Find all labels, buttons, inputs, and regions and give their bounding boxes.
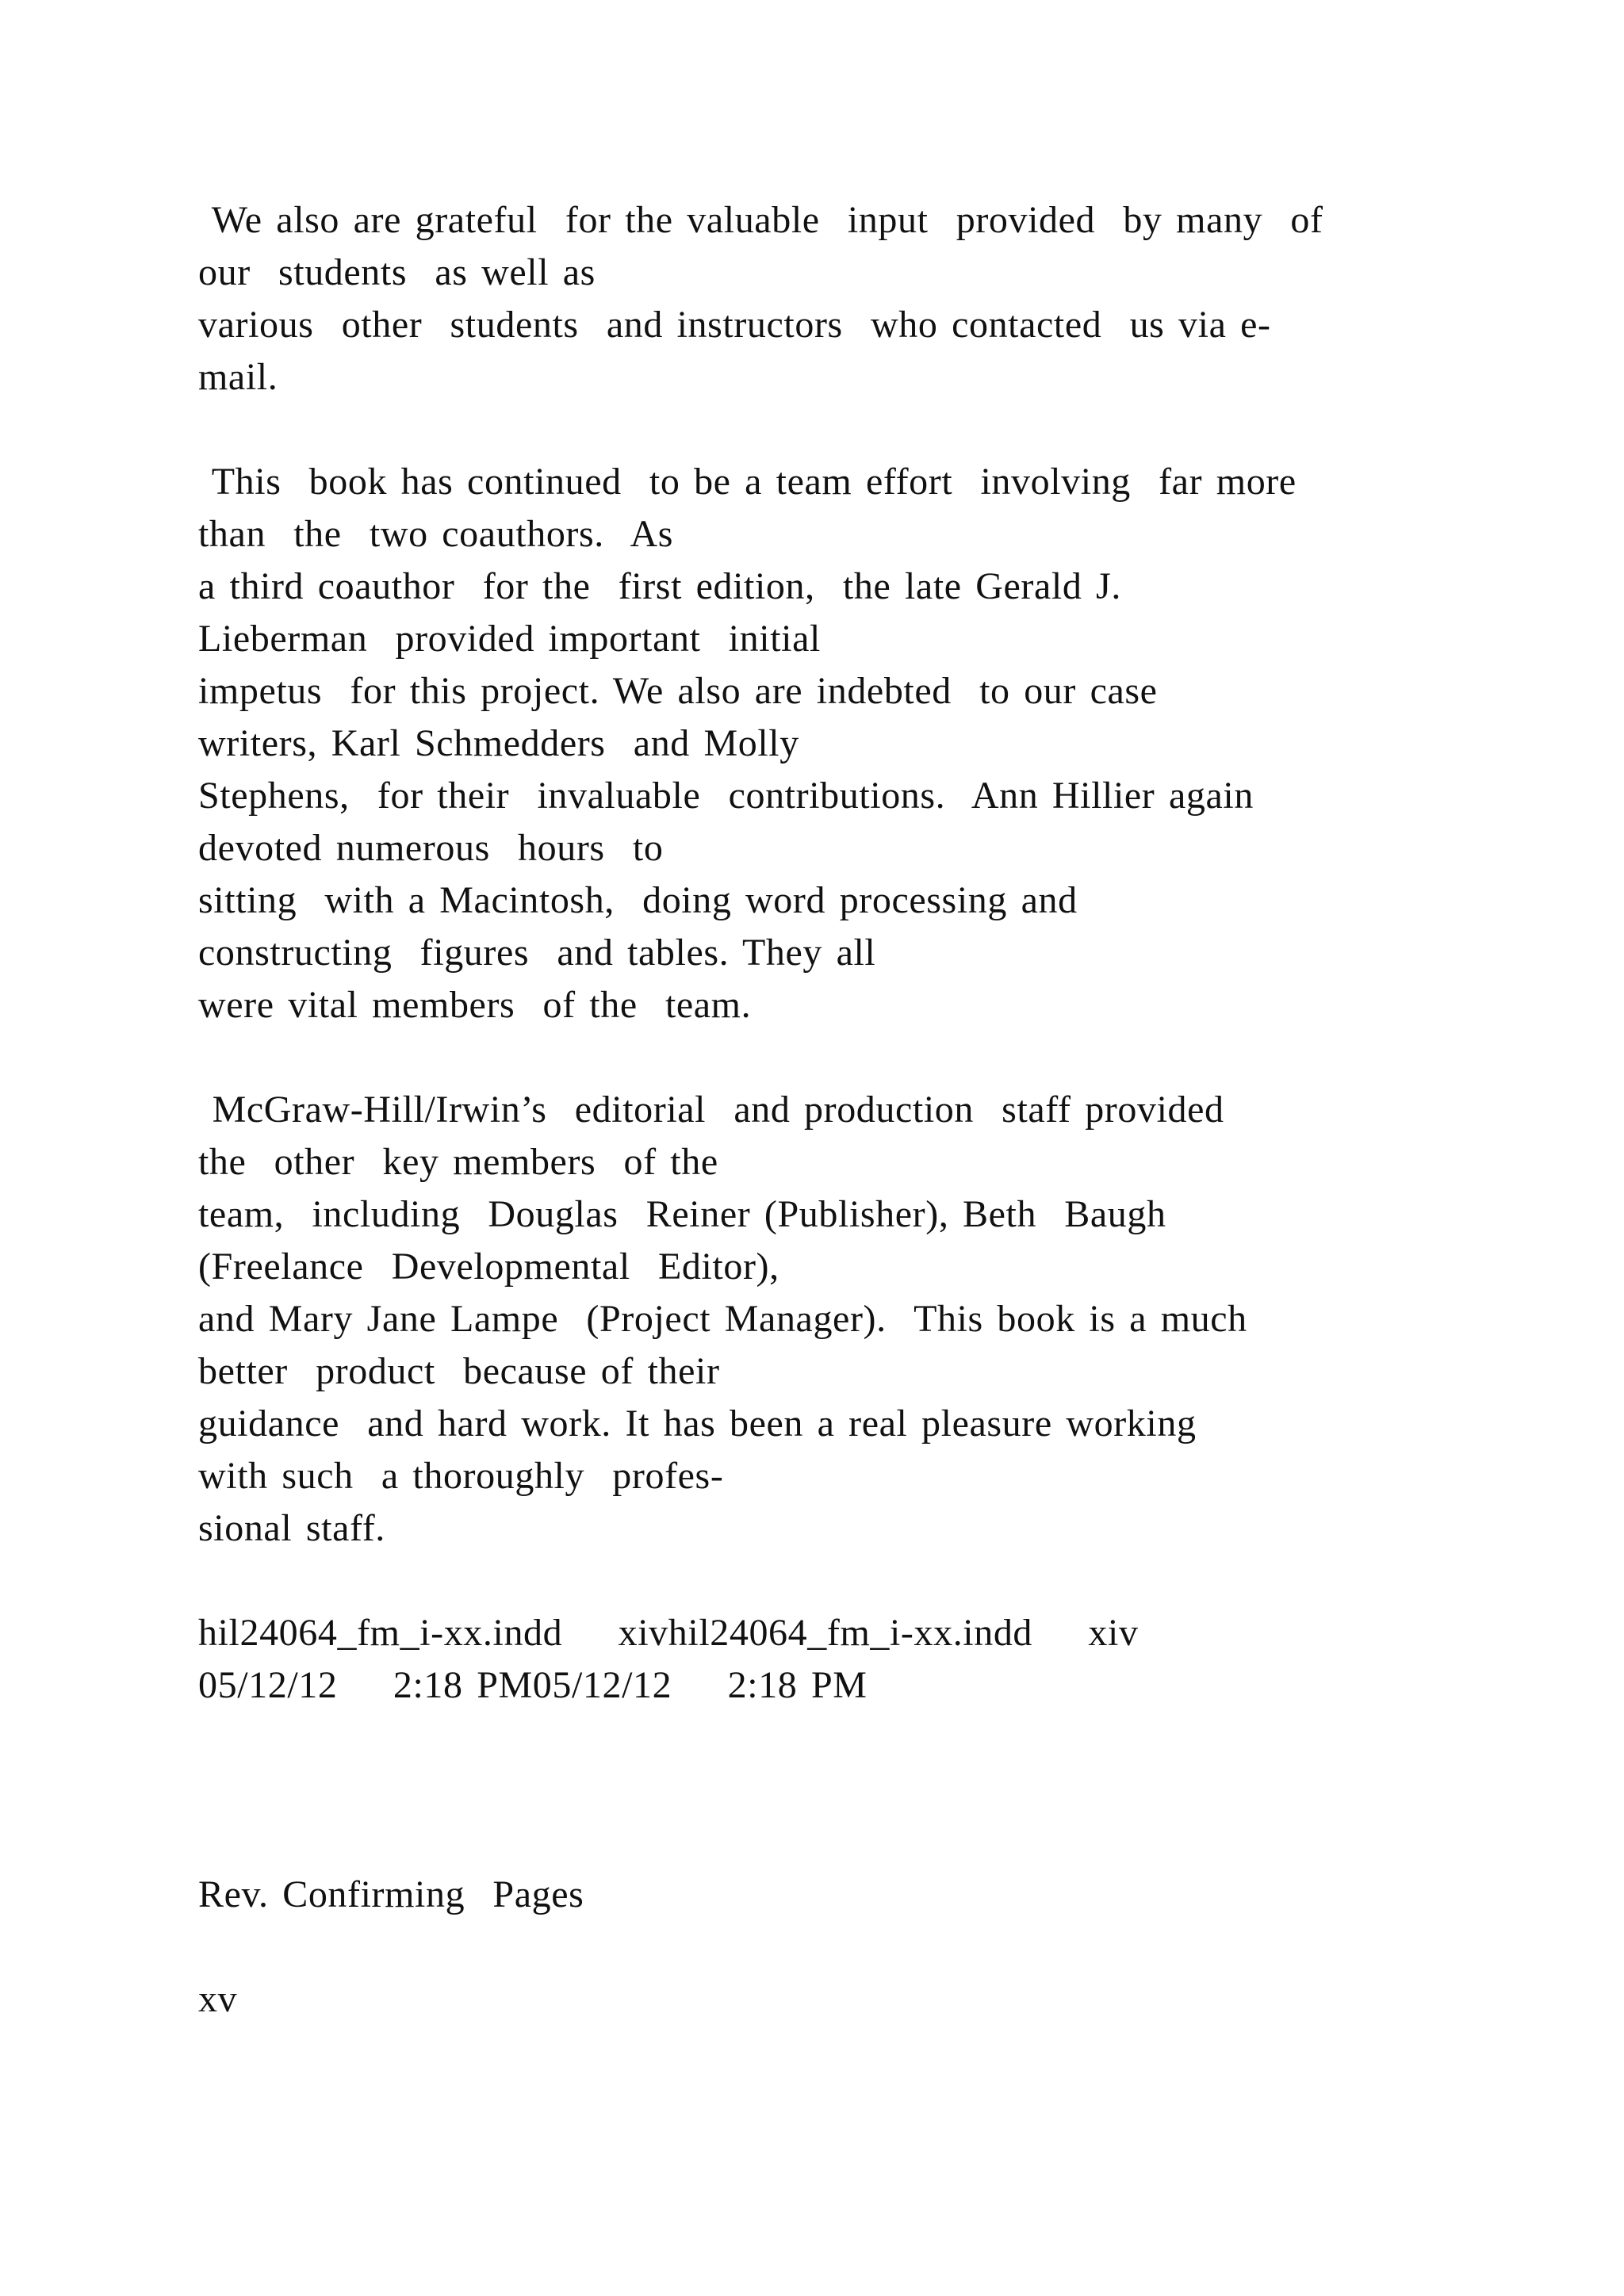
paragraph-3-line-9: sional staff. bbox=[198, 1507, 385, 1549]
paragraph-2-line-3: a third coauthor for the first edition, the late Gerald J. bbox=[198, 565, 1121, 607]
page-number: xv bbox=[198, 1978, 238, 2020]
paragraph-2-line-2: than the two coauthors. As bbox=[198, 513, 673, 555]
paragraph-2-line-10: constructing figures and tables. They all bbox=[198, 932, 876, 974]
paragraph-2-line-5: impetus for this project. We also are indebted to our case bbox=[198, 670, 1158, 712]
paragraph-2-line-4: Lieberman provided important initial bbox=[198, 618, 821, 660]
paragraph-3-line-4: (Freelance Developmental Editor), bbox=[198, 1246, 779, 1288]
paragraph-1-line-1: We also are grateful for the valuable input provided by many of bbox=[198, 199, 1323, 241]
paragraph-3-line-8: with such a thoroughly profes- bbox=[198, 1455, 724, 1497]
paragraph-1-line-2: our students as well as bbox=[198, 251, 596, 293]
paragraph-1-line-3: various other students and instructors who contacted us via e- bbox=[198, 304, 1271, 346]
paragraph-3-line-3: team, including Douglas Reiner (Publisher), Beth Baugh bbox=[198, 1193, 1166, 1235]
running-head: Rev. Confirming Pages bbox=[198, 1873, 584, 1915]
paragraph-2-line-11: were vital members of the team. bbox=[198, 984, 752, 1026]
paragraph-3-line-6: better product because of their bbox=[198, 1350, 720, 1392]
paragraph-3-line-2: the other key members of the bbox=[198, 1141, 718, 1183]
paragraph-2-line-7: Stephens, for their invaluable contributions. Ann Hillier again bbox=[198, 775, 1254, 817]
paragraph-3-line-1: McGraw-Hill/Irwin’s editorial and production staff provided bbox=[198, 1089, 1224, 1131]
paragraph-2-line-8: devoted numerous hours to bbox=[198, 827, 664, 869]
timestamp-line: 05/12/12 2:18 PM05/12/12 2:18 PM bbox=[198, 1664, 868, 1706]
paragraph-2-line-6: writers, Karl Schmedders and Molly bbox=[198, 722, 799, 764]
paragraph-2-line-9: sitting with a Macintosh, doing word processing and bbox=[198, 879, 1078, 921]
paragraph-3-line-5: and Mary Jane Lampe (Project Manager). This book is a much bbox=[198, 1298, 1247, 1340]
paragraph-3-line-7: guidance and hard work. It has been a real pleasure working bbox=[198, 1402, 1197, 1445]
paragraph-1-line-4: mail. bbox=[198, 356, 278, 398]
paragraph-2-line-1: This book has continued to be a team effort involving far more bbox=[198, 461, 1297, 503]
file-slug-line: hil24064_fm_i-xx.indd xivhil24064_fm_i-xx.indd xiv bbox=[198, 1612, 1139, 1654]
